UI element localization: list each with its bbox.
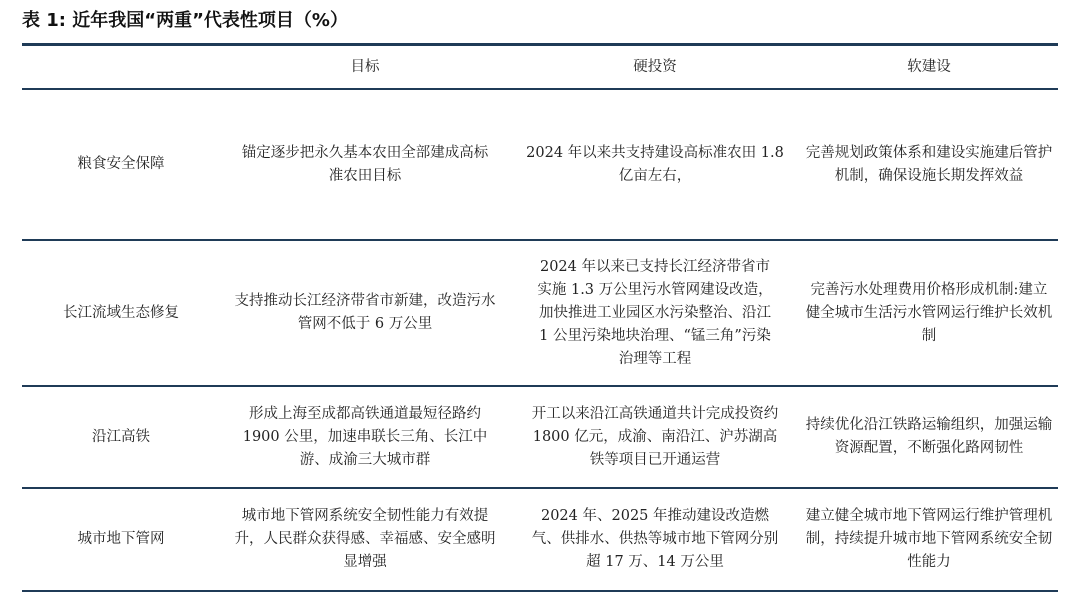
row-name-cell: 长江流域生态修复 (63, 304, 179, 321)
table-row (22, 489, 1058, 590)
header-cell-goal: 目标 (350, 58, 380, 75)
header-cell-empty (22, 46, 220, 88)
row-name-cell: 粮食安全保障 (77, 156, 165, 172)
goal-cell: 锚定逐步把永久基本农田全部建成高标准农田目标 (241, 144, 489, 184)
hard-investment-cell: 2024 年以来共支持建设高标准农田 1.8 亿亩左右， (526, 144, 784, 184)
table-row (22, 387, 1058, 487)
soft-construction-cell: 完善污水处理费用价格形成机制:建立健全城市生活污水管网运行维护长效机制 (805, 281, 1053, 344)
row-name-cell: 沿江高铁 (92, 428, 150, 445)
soft-construction-cell: 持续优化沿江铁路运输组织，加强运输资源配置，不断强化路网韧性 (805, 417, 1053, 456)
table-row (22, 241, 1058, 385)
soft-construction-cell: 建立健全城市地下管网运行维护管理机制，持续提升城市地下管网系统安全韧性能力 (805, 508, 1053, 570)
goal-cell: 城市地下管网系统安全韧性能力有效提升，人民群众获得感、幸福感、安全感明显增强 (234, 508, 496, 570)
hard-investment-cell: 2024 年、2025 年推动建设改造燃气、供排水、供热等城市地下管网分别超 17 万、14 万公里 (531, 508, 779, 570)
goal-cell: 形成上海至成都高铁通道最短径路约 1900 公里，加速串联长三角、长江中游、成渝三大城市群 (242, 405, 488, 468)
header-cell-hard-investment: 硬投资 (633, 58, 677, 75)
goal-cell: 支持推动长江经济带省市新建，改造污水管网不低于 6 万公里 (234, 293, 496, 332)
header-cell-soft-construction: 软建设 (907, 58, 951, 75)
table-row (22, 90, 1058, 239)
hard-investment-cell: 2024 年以来已支持长江经济带省市实施 1.3 万公里污水管网建设改造，加快推进工业园区水污染整治、沿江 1 公里污染地块治理、“锰三角”污染治理等工程 (537, 258, 773, 367)
table-header-row (22, 46, 1058, 88)
table-title: 表 1: 近年我国“两重”代表性项目（%） (22, 10, 348, 31)
hard-investment-cell: 开工以来沿江高铁通道共计完成投资约 1800 亿元，成渝、南沿江、沪苏湖高铁等项目已开通运营 (531, 405, 779, 468)
soft-construction-cell: 完善规划政策体系和建设实施建后管护机制，确保设施长期发挥效益 (805, 144, 1053, 184)
table-bottom-rule (22, 590, 1058, 592)
row-name-cell: 城市地下管网 (77, 531, 165, 547)
